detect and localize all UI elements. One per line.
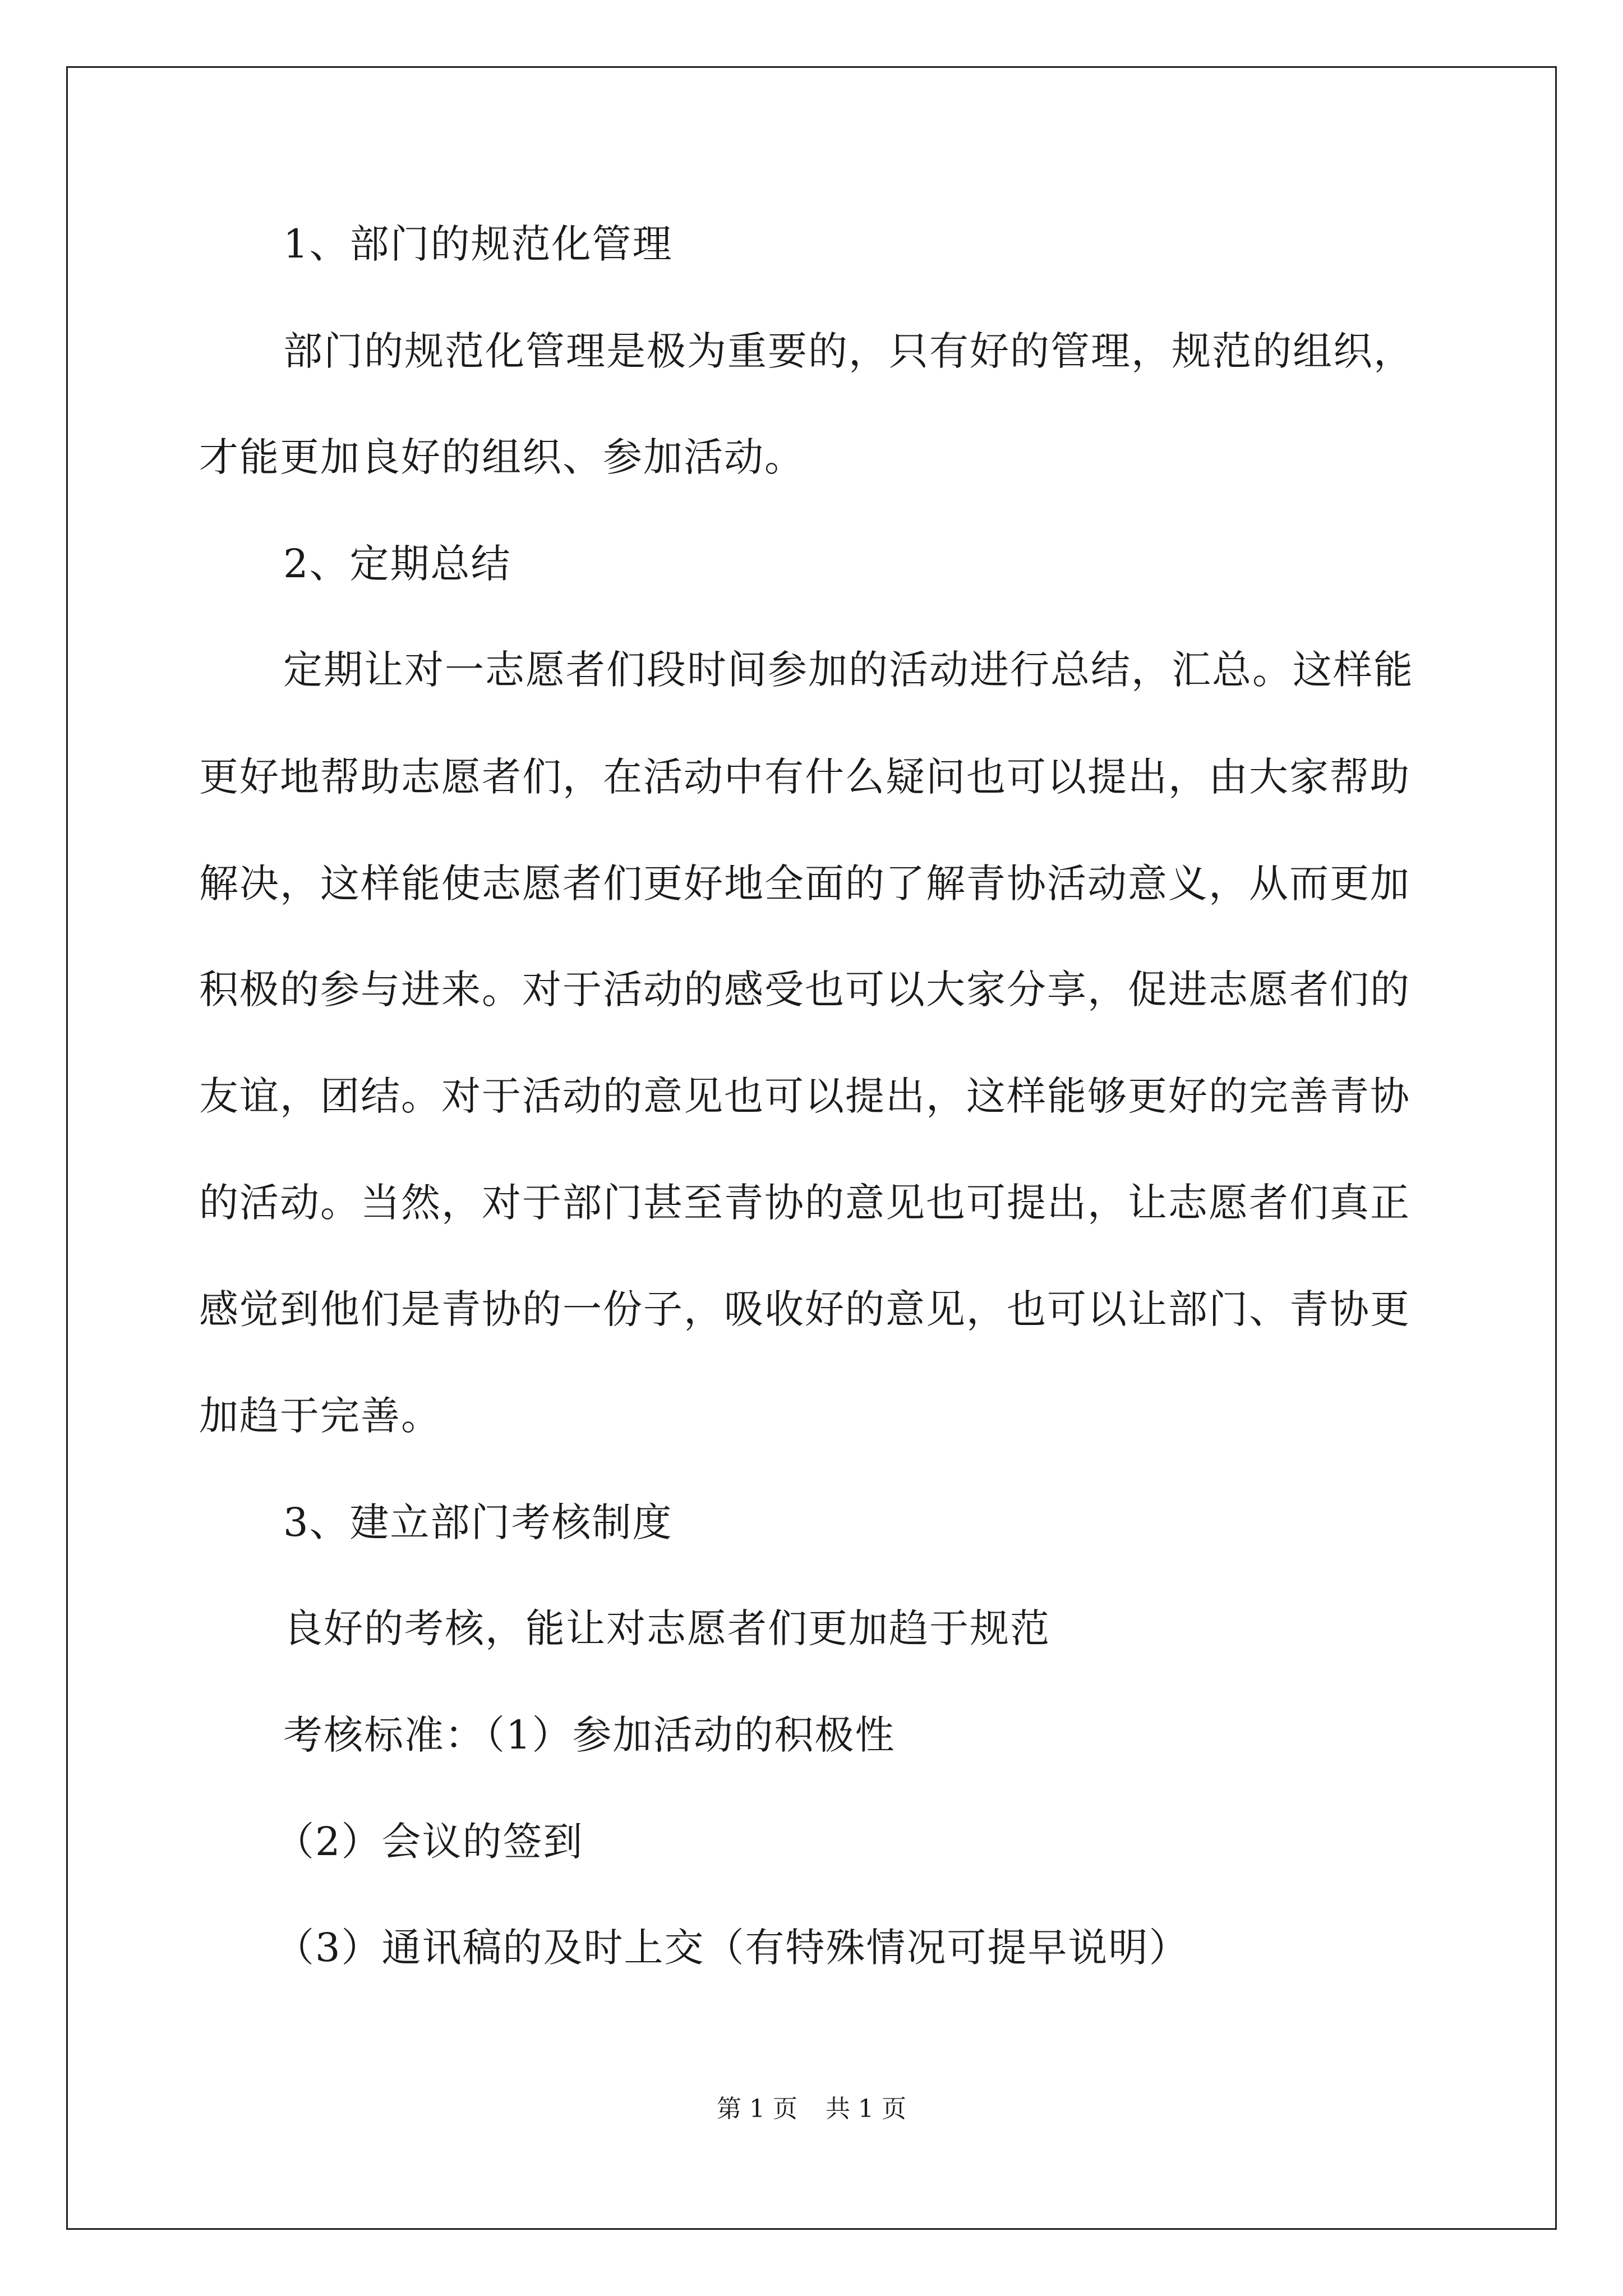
paragraph-line: 感觉到他们是青协的一份子，吸收好的意见，也可以让部门、青协更 [199, 1286, 1410, 1332]
paragraph-line: 解决，这样能使志愿者们更好地全面的了解青协活动意义，从而更加 [199, 861, 1410, 907]
paragraph-line: 定期让对一志愿者们段时间参加的活动进行总结，汇总。这样能 [283, 647, 1414, 693]
page-footer [0, 2092, 1623, 2126]
criteria-line: （2）会议的签到 [275, 1819, 584, 1865]
paragraph-line: 部门的规范化管理是极为重要的，只有好的管理，规范的组织， [283, 328, 1414, 374]
page-total: 共 1 页 [826, 2095, 906, 2123]
paragraph-line: 友谊，团结。对于活动的意见也可以提出，这样能够更好的完善青协 [199, 1073, 1410, 1119]
paragraph-line: 积极的参与进来。对于活动的感受也可以大家分享，促进志愿者们的 [199, 967, 1410, 1013]
paragraph-line: 加趋于完善。 [199, 1393, 441, 1439]
paragraph-line: 才能更加良好的组织、参加活动。 [199, 434, 805, 480]
paragraph-line: 的活动。当然，对于部门甚至青协的意见也可提出，让志愿者们真正 [199, 1180, 1410, 1226]
paragraph-line: 良好的考核，能让对志愿者们更加趋于规范 [283, 1605, 1050, 1651]
heading-1: 1、部门的规范化管理 [283, 221, 673, 267]
page-number: 第 1 页 [717, 2095, 797, 2123]
criteria-line: 考核标准：（1）参加活动的积极性 [283, 1712, 896, 1758]
heading-3: 3、建立部门考核制度 [283, 1499, 673, 1545]
page-border [66, 66, 1557, 2230]
heading-2: 2、定期总结 [283, 541, 511, 587]
criteria-line: （3）通讯稿的及时上交（有特殊情况可提早说明） [275, 1925, 1189, 1971]
paragraph-line: 更好地帮助志愿者们，在活动中有什么疑问也可以提出，由大家帮助 [199, 754, 1410, 800]
